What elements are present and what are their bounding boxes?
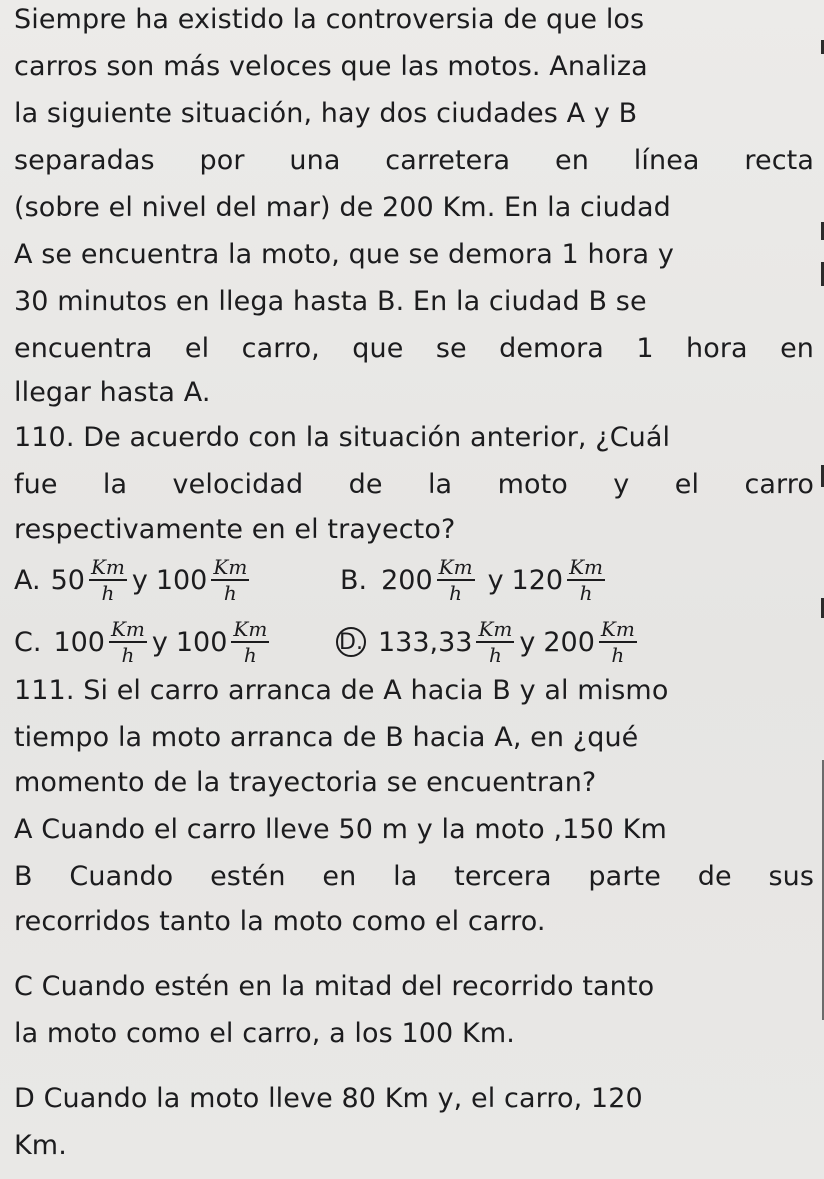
- q111-option-d-line-1[interactable]: D Cuando la moto lleve 80 Km y, el carro, 120: [14, 1083, 643, 1114]
- q110-line-2: fue la velocidad de la moto y el carro: [14, 469, 814, 500]
- option-c-value-1: 100: [53, 626, 105, 658]
- intro-line-6: A se encuentra la moto, que se demora 1 hora y: [14, 239, 674, 270]
- option-b-conjunction: y: [487, 564, 504, 596]
- intro-line-3: la siguiente situación, hay dos ciudades A y B: [14, 98, 638, 129]
- q111-line-2: tiempo la moto arranca de B hacia A, en ¿qué: [14, 722, 639, 753]
- option-b-label: B.: [340, 564, 368, 596]
- unit-fraction: $\frac{Km}{h}$: [90, 555, 125, 605]
- unit-fraction: $\frac{Km}{h}$: [233, 617, 268, 667]
- option-d-value-1: 133,33: [378, 626, 473, 658]
- intro-line-1: Siempre ha existido la controversia de que los: [14, 4, 645, 35]
- option-a-value-2: 100: [155, 564, 208, 596]
- q110-option-a[interactable]: [14, 550, 254, 610]
- q110-option-c[interactable]: [14, 612, 274, 672]
- q110-line-3: respectivamente en el trayecto?: [14, 514, 456, 545]
- intro-line-9: llegar hasta A.: [14, 377, 211, 408]
- q110-options-row-1: [14, 550, 814, 610]
- q111-option-c-line-2[interactable]: la moto como el carro, a los 100 Km.: [14, 1018, 515, 1049]
- option-d-label: D.: [339, 629, 363, 655]
- option-c-conjunction: y: [151, 626, 168, 658]
- unit-fraction: $\frac{Km}{h}$: [213, 555, 248, 605]
- option-c-label: C.: [14, 626, 42, 658]
- unit-fraction: $\frac{Km}{h}$: [600, 617, 635, 667]
- option-a-label: A.: [14, 564, 41, 596]
- option-d-value-2: 200: [543, 626, 595, 658]
- intro-line-8: encuentra el carro, que se demora 1 hora en: [14, 333, 814, 364]
- q111-option-c-line-1[interactable]: C Cuando estén en la mitad del recorrido tanto: [14, 971, 655, 1002]
- unit-fraction: $\frac{Km}{h}$: [478, 617, 513, 667]
- q110-option-d[interactable]: [340, 612, 642, 672]
- option-b-value-1: 200: [381, 564, 433, 596]
- option-a-conjunction: y: [131, 564, 148, 596]
- intro-line-4: separadas por una carretera en línea recta: [14, 145, 814, 176]
- q111-option-a[interactable]: A Cuando el carro lleve 50 m y la moto ,150 Km: [14, 814, 667, 845]
- q111-line-1: 111. Si el carro arranca de A hacia B y al mismo: [14, 675, 669, 706]
- q111-option-b-line-1[interactable]: B Cuando estén en la tercera parte de sus: [14, 861, 814, 892]
- intro-line-7: 30 minutos en llega hasta B. En la ciudad B se: [14, 286, 647, 317]
- intro-line-2: carros son más veloces que las motos. Analiza: [14, 51, 648, 82]
- q110-option-b[interactable]: [340, 550, 610, 610]
- option-d-conjunction: y: [519, 626, 536, 658]
- unit-fraction: $\frac{Km}{h}$: [569, 555, 603, 605]
- option-a-value-1: 50: [50, 564, 85, 596]
- selected-answer-circle: [336, 627, 366, 657]
- q111-option-d-line-2[interactable]: Km.: [14, 1130, 67, 1161]
- option-b-value-2: 120: [511, 564, 564, 596]
- unit-fraction: $\frac{Km}{h}$: [110, 617, 145, 667]
- q111-option-b-line-2[interactable]: recorridos tanto la moto como el carro.: [14, 906, 546, 937]
- intro-line-5: (sobre el nivel del mar) de 200 Km. En la ciudad: [14, 192, 671, 223]
- q111-line-3: momento de la trayectoria se encuentran?: [14, 767, 597, 798]
- q110-line-1: 110. De acuerdo con la situación anterior, ¿Cuál: [14, 422, 671, 453]
- q110-options-row-2: [14, 612, 814, 672]
- unit-fraction: $\frac{Km}{h}$: [438, 555, 473, 605]
- option-c-value-2: 100: [175, 626, 228, 658]
